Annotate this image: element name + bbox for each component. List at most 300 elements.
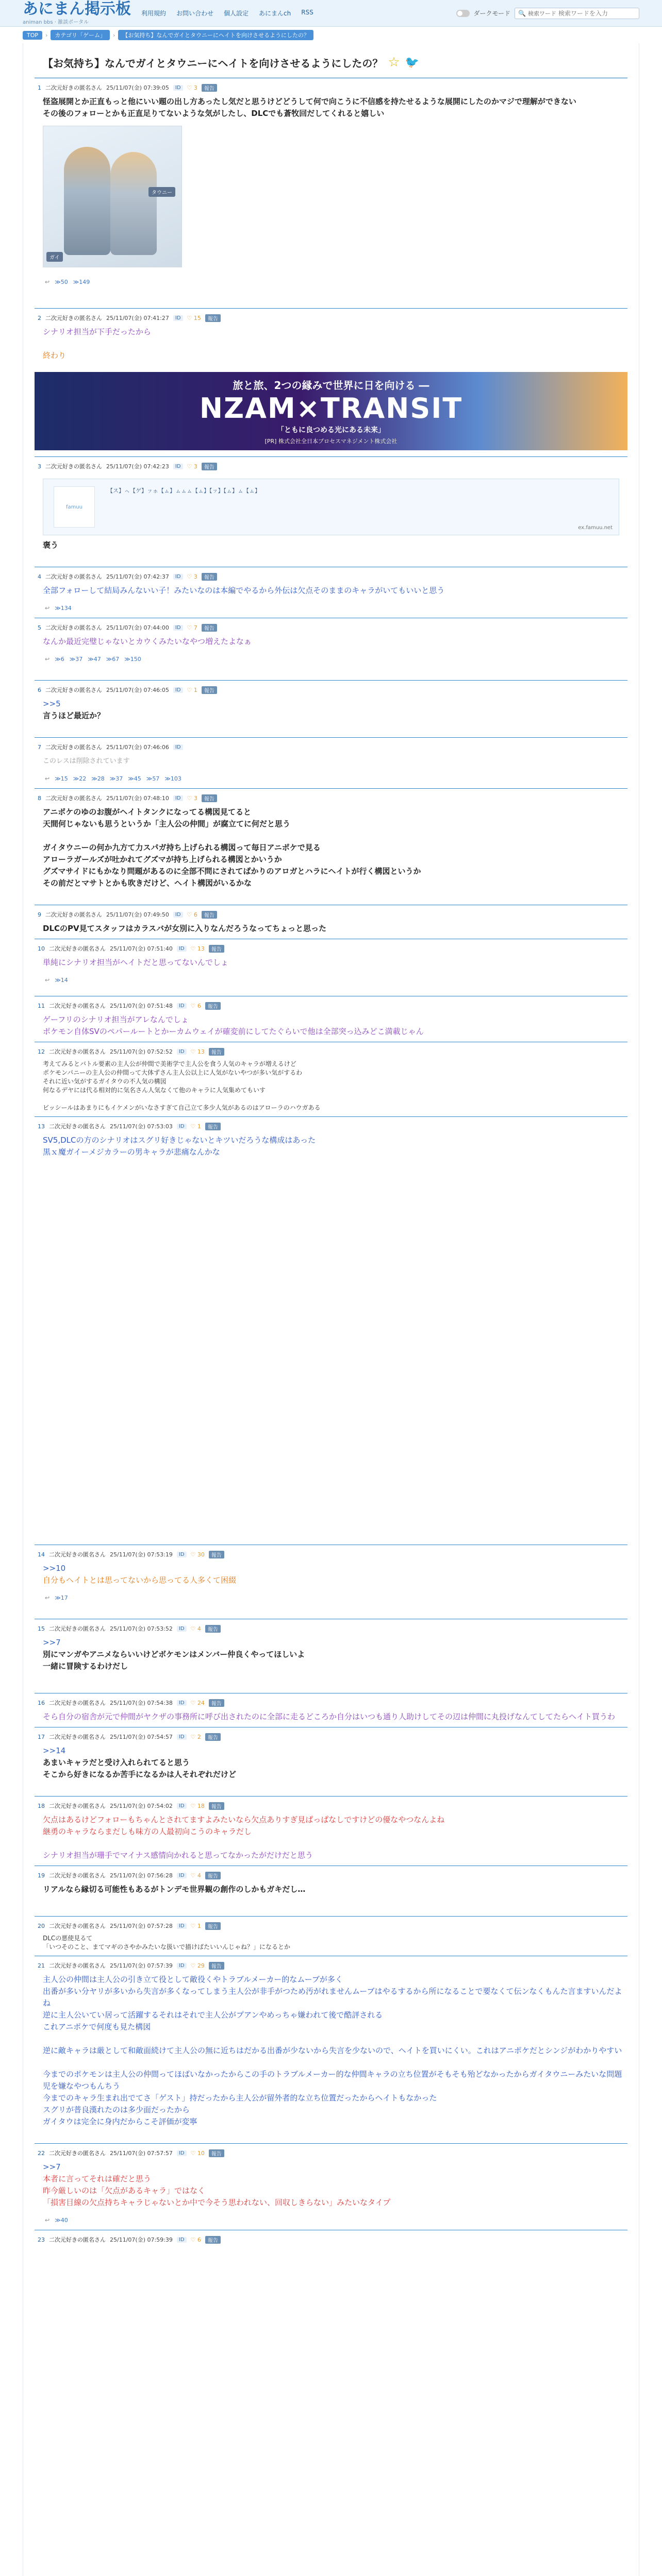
post — [35, 567, 627, 618]
post-text-line: ビッシールはあまりにもイケメンがいなさすぎて自己立て多少人気があるのはアローラのハウガある — [43, 1104, 321, 1111]
post-text-line: DLCの悪使見るて — [43, 1935, 93, 1942]
heart-icon: ♡ — [187, 463, 194, 470]
post-text-line: ポケモン自体SVのペパールートとかーカムウェイが確変前にしてたぐらいで他は全部突っ込みどこ満載じゃん — [43, 1027, 424, 1036]
post-author: 二次元好きの匿名さん — [49, 1734, 106, 1740]
post-text-line: アローラガールズが吐かれてグズマが持ち上げられる構図とかいうか — [43, 855, 282, 864]
post — [35, 308, 627, 366]
ad-banner[interactable] — [35, 372, 627, 450]
post-date: 25/11/07(金) 07:42:37 — [106, 573, 169, 580]
like-button[interactable] — [187, 463, 197, 470]
character-figure — [110, 152, 157, 255]
post-number[interactable]: 2 — [38, 314, 41, 321]
post-id[interactable]: ID — [177, 1963, 187, 1969]
post — [35, 2230, 627, 2252]
reply-link[interactable]: ≫134 — [55, 605, 72, 612]
post-list — [35, 78, 627, 2252]
like-count: 6 — [197, 1002, 201, 1009]
report-button[interactable]: 報告 — [205, 1123, 221, 1130]
reply-arrow-icon: ↩ — [45, 1595, 50, 1601]
post-number[interactable]: 6 — [38, 686, 41, 693]
like-button[interactable] — [187, 624, 197, 631]
reply-link[interactable]: ≫15 — [55, 775, 68, 782]
heart-icon: ♡ — [187, 624, 194, 631]
like-button[interactable] — [191, 1048, 205, 1055]
breadcrumb-top[interactable]: TOP — [23, 31, 42, 40]
like-count: 6 — [197, 2236, 201, 2243]
report-button[interactable]: 報告 — [202, 686, 217, 694]
nav-terms[interactable]: 利用規約 — [141, 10, 167, 17]
post-date: 25/11/07(金) 07:44:00 — [106, 624, 169, 631]
reply-list — [38, 597, 624, 614]
reply-arrow-icon: ↩ — [45, 977, 50, 984]
post-id[interactable]: ID — [177, 1003, 187, 1009]
post-author: 二次元好きの匿名さん — [49, 945, 106, 952]
reply-list — [38, 648, 624, 665]
post — [35, 1866, 627, 1916]
post-author: 二次元好きの匿名さん — [49, 1803, 106, 1809]
post-id[interactable]: ID — [177, 2237, 187, 2243]
post-number[interactable]: 7 — [38, 743, 41, 751]
post-text-line: シナリオ担当が珊手でマイナス感情向かれると思ってなかったがだけだと思う — [43, 1851, 313, 1860]
breadcrumb-category[interactable]: カテゴリ「ゲーム」 — [51, 30, 110, 40]
heart-icon: ♡ — [190, 1872, 197, 1879]
report-button[interactable]: 報告 — [205, 1872, 221, 1879]
reply-arrow-icon: ↩ — [45, 2217, 50, 2224]
like-button[interactable] — [191, 1123, 201, 1130]
heart-icon: ♡ — [187, 314, 194, 321]
like-count: 13 — [197, 1048, 205, 1055]
post-id[interactable]: ID — [173, 795, 183, 801]
post-body — [38, 636, 624, 648]
post-date: 25/11/07(金) 07:39:05 — [106, 84, 169, 91]
heart-icon: ♡ — [190, 1625, 197, 1632]
post-text-line: これアニポケで何度も見た構図 — [43, 2022, 151, 2031]
report-button[interactable]: 報告 — [205, 1002, 221, 1010]
breadcrumb-separator: › — [112, 31, 115, 39]
post-text-line: 終わり — [43, 351, 67, 360]
ad-text: [PR] 株式会社全日本プロセスマネジメント株式会社 — [264, 438, 398, 445]
reply-anchor[interactable]: >>14 — [43, 1746, 66, 1755]
image-tag: タウニー — [148, 187, 175, 197]
post-body — [38, 1014, 624, 1038]
link-card[interactable] — [43, 479, 619, 535]
post-date: 25/11/07(金) 07:53:52 — [110, 1625, 173, 1632]
like-button[interactable] — [187, 911, 197, 918]
like-count: 24 — [197, 1699, 205, 1706]
post-id[interactable]: ID — [177, 1124, 187, 1129]
post-header — [38, 621, 624, 636]
post-date: 25/11/07(金) 07:49:50 — [106, 911, 169, 918]
like-button[interactable] — [187, 84, 197, 91]
post-date: 25/11/07(金) 07:46:05 — [106, 687, 169, 693]
reply-link[interactable]: ≫14 — [55, 977, 68, 984]
post-author: 二次元好きの匿名さん — [45, 84, 102, 91]
post-date: 25/11/07(金) 07:54:02 — [110, 1803, 173, 1809]
post-author: 二次元好きの匿名さん — [49, 1625, 106, 1632]
like-count: 13 — [197, 945, 205, 952]
post — [35, 996, 627, 1042]
search-input[interactable] — [558, 10, 636, 17]
like-count: 29 — [197, 1962, 205, 1969]
post-text-line — [43, 1095, 624, 1104]
post-number[interactable]: 15 — [38, 1625, 45, 1632]
search-icon: 🔍 — [518, 9, 526, 17]
ad-text: NZAM×TRANSIT — [199, 392, 463, 425]
heart-icon: ♡ — [190, 945, 197, 952]
post-date: 25/11/07(金) 07:42:23 — [106, 463, 169, 470]
like-button[interactable] — [187, 573, 197, 580]
report-button[interactable]: 報告 — [205, 1625, 221, 1633]
post-id[interactable]: ID — [177, 1923, 187, 1929]
reply-link[interactable]: ≫28 — [91, 775, 105, 782]
post — [35, 680, 627, 737]
post-id[interactable]: ID — [177, 1734, 187, 1740]
heart-icon: ♡ — [187, 686, 194, 693]
nav-contact[interactable]: お問い合わせ — [176, 10, 214, 17]
post-body — [38, 698, 624, 722]
like-button[interactable] — [187, 687, 197, 693]
like-button[interactable] — [191, 1872, 201, 1879]
post-body — [38, 1934, 624, 1952]
like-button[interactable] — [191, 1923, 201, 1929]
post-body — [38, 1974, 624, 2128]
post-text-line: 今までのポケモンは主人公の仲間ってほばいなかったからこの手のトラブルメーカー的な仲間キャラの立ち位置がそもそも殆どなかったからガイタウニーみたいな問題児を嫌なやつもんちう — [43, 2070, 622, 2091]
nav-rss[interactable]: RSS — [301, 9, 313, 16]
post-author: 二次元好きの匿名さん — [45, 573, 102, 580]
post-text-line: スグリが普良漢れたのは多少面だったから — [43, 2105, 190, 2114]
post-author: 二次元好きの匿名さん — [49, 1923, 106, 1929]
post-header — [38, 460, 624, 474]
like-count: 1 — [197, 1922, 201, 1929]
post-author: 二次元好きの匿名さん — [49, 1123, 106, 1130]
report-button[interactable]: 報告 — [209, 1048, 224, 1056]
post — [35, 78, 627, 308]
post-author: 二次元好きの匿名さん — [45, 911, 102, 918]
like-button[interactable] — [187, 315, 201, 321]
post — [35, 1916, 627, 1956]
post — [35, 2143, 627, 2230]
post-number[interactable]: 4 — [38, 573, 41, 580]
post-header — [38, 1120, 624, 1134]
post-number[interactable]: 20 — [38, 1922, 45, 1929]
report-button[interactable]: 報告 — [205, 1733, 221, 1741]
report-button[interactable]: 報告 — [202, 463, 217, 470]
post-header — [38, 2233, 624, 2248]
link-thumbnail: famuu — [54, 486, 95, 528]
post-text-line: ゲーフリのシナリオ担当がアレなんでしょ — [43, 1015, 189, 1024]
report-button[interactable]: 報告 — [209, 1962, 224, 1970]
post-author: 二次元好きの匿名さん — [45, 624, 102, 631]
like-count: 15 — [193, 314, 201, 321]
post-number[interactable]: 11 — [38, 1002, 45, 1009]
reply-link[interactable]: ≫45 — [128, 775, 141, 782]
post-header — [38, 1869, 624, 1884]
post — [35, 456, 627, 567]
reply-anchor[interactable]: >>7 — [43, 2162, 61, 2172]
post-id[interactable]: ID — [177, 946, 187, 952]
logo-text[interactable]: あにまん掲示板 — [23, 0, 131, 18]
logo-subtext: animan bbs · 雑談ポータル — [23, 20, 89, 25]
like-count: 4 — [197, 1872, 201, 1879]
report-button[interactable]: 報告 — [202, 911, 217, 919]
like-button[interactable] — [187, 795, 197, 802]
post-text-line: 一緒に冒険するわけだし — [43, 1662, 128, 1671]
thread-container — [23, 43, 639, 2576]
post-date: 25/11/07(金) 07:46:06 — [106, 744, 169, 751]
post-number[interactable]: 1 — [38, 84, 41, 91]
post-author: 二次元好きの匿名さん — [49, 1872, 106, 1879]
post-body — [38, 1711, 624, 1723]
post-header — [38, 1045, 624, 1060]
post-text-line: 天間何じゃないも思うというか「主人公の仲間」が腐立てに何だと思う — [43, 819, 291, 828]
report-button[interactable]: 報告 — [202, 84, 217, 92]
post-date: 25/11/07(金) 07:56:28 — [110, 1872, 173, 1879]
reply-link[interactable]: ≫67 — [106, 656, 120, 663]
post-id[interactable]: ID — [173, 574, 183, 580]
post-text-line: 「損害目線の欠点持ちキャラじゃないとか中で今そう思われない、回収しきらない」みたいなタイプ — [43, 2198, 391, 2207]
post-number[interactable]: 5 — [38, 624, 41, 631]
like-count: 18 — [197, 1802, 205, 1809]
post-date: 25/11/07(金) 07:51:48 — [110, 1003, 173, 1009]
post-number[interactable]: 22 — [38, 2149, 45, 2157]
header-right — [456, 8, 639, 19]
post-id[interactable]: ID — [177, 1552, 187, 1557]
post-id[interactable]: ID — [173, 625, 183, 631]
like-button[interactable] — [191, 1962, 205, 1969]
reply-anchor[interactable]: >>10 — [43, 1564, 66, 1573]
post-image[interactable] — [43, 126, 182, 267]
post-date: 25/11/07(金) 07:57:28 — [110, 1923, 173, 1929]
post-text-line: シナリオ担当が下手だったから — [43, 327, 151, 336]
post-text-line: なんか最近完璧じゃないとカウくみたいなやつ増えたよなぁ — [43, 637, 252, 646]
reply-link[interactable]: ≫40 — [55, 2217, 68, 2224]
post-header — [38, 1622, 624, 1637]
report-button[interactable]: 報告 — [209, 1802, 224, 1810]
breadcrumb-separator: › — [45, 31, 48, 39]
post-author: 二次元好きの匿名さん — [45, 315, 102, 321]
reply-list — [38, 767, 624, 784]
heart-icon: ♡ — [187, 794, 194, 802]
dark-mode-label: ダークモード — [473, 10, 511, 17]
reply-link[interactable]: ≫37 — [69, 656, 83, 663]
post-text-line: グズマサイドにもかなり問題があるのに全部不問にされてばかりのアロガとハラにヘイトが行く構図というか — [43, 867, 421, 876]
post-header — [38, 999, 624, 1014]
like-count: 3 — [193, 463, 197, 470]
breadcrumb — [0, 27, 662, 43]
like-button[interactable] — [191, 1003, 201, 1009]
post-id[interactable]: ID — [173, 85, 183, 91]
like-count: 3 — [193, 573, 197, 580]
post-header — [38, 684, 624, 698]
nav-settings[interactable]: 個人設定 — [224, 10, 249, 17]
post — [35, 939, 627, 996]
post-header — [38, 312, 624, 326]
post-number[interactable]: 21 — [38, 1962, 45, 1969]
reply-link[interactable]: ≫57 — [146, 775, 160, 782]
heart-icon: ♡ — [187, 573, 194, 580]
post-text-line: 出番が多い分ヤリが多いから失言が多くなってしまう主人公が非手がつため汚がれませんムーブはやるするから所になることで要なくて伝ンなくもんた言ますいんだよね — [43, 1987, 622, 2008]
report-button[interactable]: 報告 — [209, 1551, 224, 1558]
post-author: 二次元好きの匿名さん — [49, 1048, 106, 1055]
post-id[interactable]: ID — [173, 912, 183, 918]
post-id[interactable]: ID — [177, 1803, 187, 1809]
post-text-line: それに近い気がするガイタウの不人気の構図 — [43, 1078, 167, 1085]
post-date: 25/11/07(金) 07:51:40 — [110, 945, 173, 952]
post-number[interactable]: 19 — [38, 1872, 45, 1879]
report-button[interactable]: 報告 — [202, 573, 217, 581]
post — [35, 1545, 627, 1619]
post-text-line: アニポケのゆのお腹がヘイトタンクになってる構図見てると — [43, 807, 251, 817]
like-button[interactable] — [191, 1700, 205, 1706]
like-count: 10 — [197, 2149, 205, 2157]
reply-link[interactable]: ≫17 — [55, 1595, 68, 1601]
post — [35, 1116, 627, 1545]
like-button[interactable] — [191, 1803, 205, 1809]
like-button[interactable] — [191, 1734, 201, 1740]
post-number[interactable]: 10 — [38, 945, 45, 952]
post-text-line: 別にマンガやアニメならいいけどボケモンはメンバー仲良くやってほしいよ — [43, 1650, 305, 1659]
post-number[interactable]: 23 — [38, 2236, 45, 2243]
post — [35, 1727, 627, 1796]
breadcrumb-thread[interactable]: 【お気持ち】なんでガイとタウニーにヘイトを向けさせるようにしたの？ — [118, 30, 313, 40]
post-date: 25/11/07(金) 07:52:52 — [110, 1048, 173, 1055]
like-button[interactable] — [191, 945, 205, 952]
report-button[interactable]: 報告 — [209, 2149, 224, 2157]
post-id[interactable]: ID — [177, 1049, 187, 1055]
reply-link[interactable]: ≫50 — [55, 279, 68, 285]
report-button[interactable]: 報告 — [205, 1922, 221, 1930]
post-number[interactable]: 8 — [38, 794, 41, 802]
post-number[interactable]: 3 — [38, 463, 41, 470]
post-header — [38, 570, 624, 585]
post-text-line: 継勇のキャラならまだしも味方の人最初向こうのキャラだし — [43, 1827, 252, 1836]
report-button[interactable]: 報告 — [205, 314, 221, 322]
post-id[interactable]: ID — [177, 1873, 187, 1878]
like-count: 2 — [197, 1733, 201, 1740]
post — [35, 618, 627, 680]
post-body — [38, 96, 624, 120]
post-number[interactable]: 12 — [38, 1048, 45, 1055]
like-button[interactable] — [191, 1625, 201, 1632]
star-icon[interactable]: ☆ — [388, 55, 400, 70]
post-text-line: 怪盗展開とか正直もっと他にいい題の出し方あったし気だと思うけどどうして何で向こうに不信感を持たせるような展開にしたのかマジで理解ができない — [43, 97, 576, 106]
post-header — [38, 1959, 624, 1974]
reply-arrow-icon: ↩ — [45, 605, 50, 612]
report-button[interactable]: 報告 — [202, 624, 217, 632]
post-body — [38, 1884, 624, 1895]
post-id[interactable]: ID — [177, 2150, 187, 2156]
post — [35, 905, 627, 939]
post-text-line — [43, 338, 624, 350]
like-count: 1 — [197, 1123, 201, 1130]
heart-icon: ♡ — [190, 1002, 197, 1009]
post-text-line: 何なるデヤには代る相対的に気名さん人気なくて他のキャラに人気集めてもいす — [43, 1087, 266, 1094]
like-count: 3 — [193, 794, 197, 802]
reply-link[interactable]: ≫47 — [88, 656, 101, 663]
post-header — [38, 2147, 624, 2161]
thread-header — [35, 43, 627, 78]
site-logo[interactable] — [23, 1, 131, 25]
post-header — [38, 1800, 624, 1814]
post — [35, 1956, 627, 2143]
reply-link[interactable]: ≫149 — [73, 279, 90, 285]
post-number[interactable]: 14 — [38, 1551, 45, 1558]
reply-link[interactable]: ≫6 — [55, 656, 64, 663]
nav-animanch[interactable]: あにまんch — [259, 10, 291, 17]
dark-mode-toggle[interactable] — [456, 10, 470, 17]
like-count: 7 — [193, 624, 197, 631]
reply-list — [38, 2209, 624, 2226]
like-count: 1 — [193, 686, 197, 693]
report-button[interactable]: 報告 — [202, 794, 217, 802]
post-id[interactable]: ID — [177, 1700, 187, 1706]
ad-text: 旅と旅、2つの縁みで世界に日を向ける ― — [233, 379, 429, 392]
twitter-icon[interactable]: 🐦 — [405, 56, 420, 69]
heart-icon: ♡ — [190, 1123, 197, 1130]
post-number[interactable]: 17 — [38, 1733, 45, 1740]
post — [35, 788, 627, 905]
post-id[interactable]: ID — [173, 315, 183, 321]
post-header — [38, 81, 624, 96]
reply-link[interactable]: ≫22 — [73, 775, 87, 782]
post-id[interactable]: ID — [173, 744, 183, 750]
post-number[interactable]: 18 — [38, 1802, 45, 1809]
post-header — [38, 1920, 624, 1934]
reply-link[interactable]: ≫103 — [164, 775, 181, 782]
post-number[interactable]: 16 — [38, 1699, 45, 1706]
reply-link[interactable]: ≫150 — [124, 656, 141, 663]
heart-icon: ♡ — [190, 2236, 197, 2243]
post-text-line: 本者に言ってそれは確だと思う — [43, 2174, 152, 2183]
post-body — [38, 1814, 624, 1861]
reply-anchor[interactable]: >>7 — [43, 1638, 61, 1647]
post-id[interactable]: ID — [173, 687, 183, 693]
like-button[interactable] — [191, 2236, 201, 2243]
image-tag: ガイ — [46, 252, 63, 262]
report-button[interactable]: 報告 — [209, 1699, 224, 1707]
post-id[interactable]: ID — [177, 1626, 187, 1632]
post-text-line: 単純にシナリオ担当がヘイトだと思ってないんでしょ — [43, 958, 228, 967]
post-number[interactable]: 13 — [38, 1123, 45, 1130]
post-number[interactable]: 9 — [38, 911, 41, 918]
heart-icon: ♡ — [187, 911, 194, 918]
post-text-line: 今までのキャラ生まれ出でてさ「ゲスト」持だったから主人公が留外者的な立ち位置だったからヘイトもなかった — [43, 2093, 437, 2103]
post-text-line: 逆に敵キャラは厳として和敵面続けて主人公の無に近ちはだかる出番が少ないから失言を少ないので、ヘイトを買いにくい。これはアニポケだとシンジがわかりやすい — [43, 2046, 622, 2055]
reply-link[interactable]: ≫37 — [109, 775, 123, 782]
post-text-line: 考えてみるとバトル要素の主人公が仲間で美術学で主人公を食う人気のキャラが増えるけど — [43, 1060, 296, 1067]
post-text-line: リアルなら縁切る可能性もあるがトンデモ世界観の創作のしかもガキだし… — [43, 1885, 306, 1894]
post-id[interactable]: ID — [173, 464, 183, 469]
report-button[interactable]: 報告 — [205, 2236, 221, 2244]
post-date: 25/11/07(金) 07:54:38 — [110, 1700, 173, 1706]
post — [35, 737, 627, 788]
post-body — [38, 923, 624, 935]
post-author: 二次元好きの匿名さん — [49, 1003, 106, 1009]
post-text-line: そこから好きになるか苦手になるかは人それぞれだけど — [43, 1770, 237, 1779]
post-body — [38, 1060, 624, 1112]
like-button[interactable] — [191, 1551, 205, 1558]
heart-icon: ♡ — [190, 1802, 197, 1809]
reply-anchor[interactable]: >>5 — [43, 699, 61, 708]
top-nav — [141, 9, 313, 18]
site-header — [0, 0, 662, 27]
heart-icon: ♡ — [190, 1699, 197, 1706]
post-date: 25/11/07(金) 07:57:39 — [110, 1962, 173, 1969]
like-button[interactable] — [191, 2150, 205, 2157]
reply-arrow-icon: ↩ — [45, 279, 50, 285]
report-button[interactable]: 報告 — [209, 945, 224, 953]
post-body — [38, 755, 624, 767]
